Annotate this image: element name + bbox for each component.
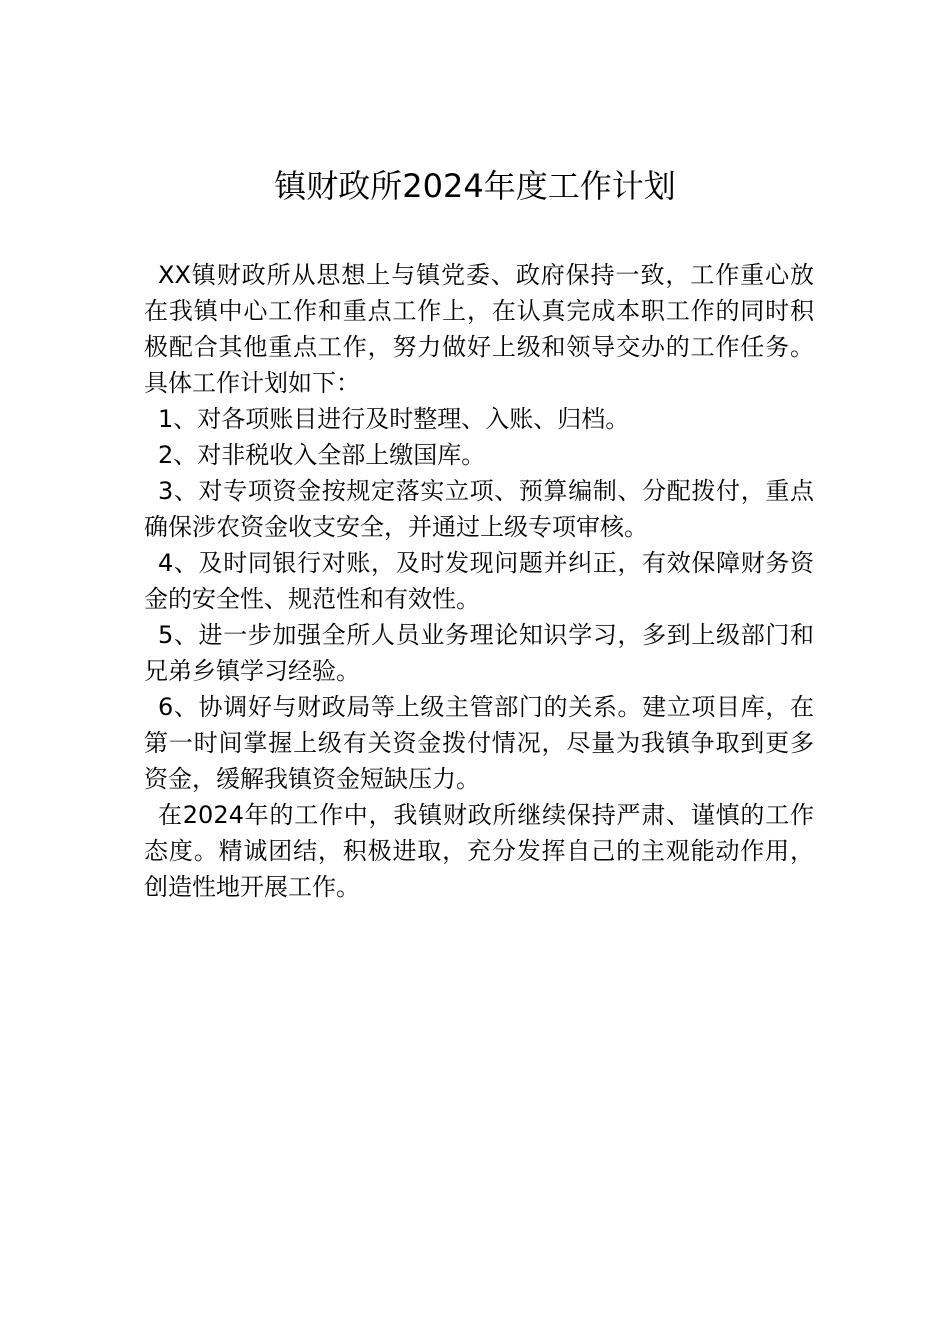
- plan-item-4: 4、及时同银行对账，及时发现问题并纠正，有效保障财务资金的安全性、规范性和有效性。: [144, 549, 814, 613]
- intro-paragraph: XX镇财政所从思想上与镇党委、政府保持一致，工作重心放在我镇中心工作和重点工作上，在认真完成本职工作的同时积极配合其他重点工作，努力做好上级和领导交办的工作任务。具体工作计划如下：: [144, 261, 814, 397]
- plan-item-6: 6、协调好与财政局等上级主管部门的关系。建立项目库，在第一时间掌握上级有关资金拨付情况，尽量为我镇争取到更多资金，缓解我镇资金短缺压力。: [144, 693, 814, 793]
- plan-item-3: 3、对专项资金按规定落实立项、预算编制、分配拨付，重点确保涉农资金收支安全，并通过上级专项审核。: [144, 477, 814, 541]
- plan-item-2: 2、对非税收入全部上缴国库。: [158, 441, 486, 469]
- document-title: 镇财政所2024年度工作计划: [274, 167, 676, 205]
- plan-item-1: 1、对各项账目进行及时整理、入账、归档。: [158, 405, 630, 433]
- plan-item-5: 5、进一步加强全所人员业务理论知识学习，多到上级部门和兄弟乡镇学习经验。: [144, 621, 814, 685]
- closing-paragraph: 在2024年的工作中，我镇财政所继续保持严肃、谨慎的工作态度。精诚团结，积极进取，充分发挥自己的主观能动作用，创造性地开展工作。: [144, 801, 814, 901]
- document-body: [144, 257, 814, 905]
